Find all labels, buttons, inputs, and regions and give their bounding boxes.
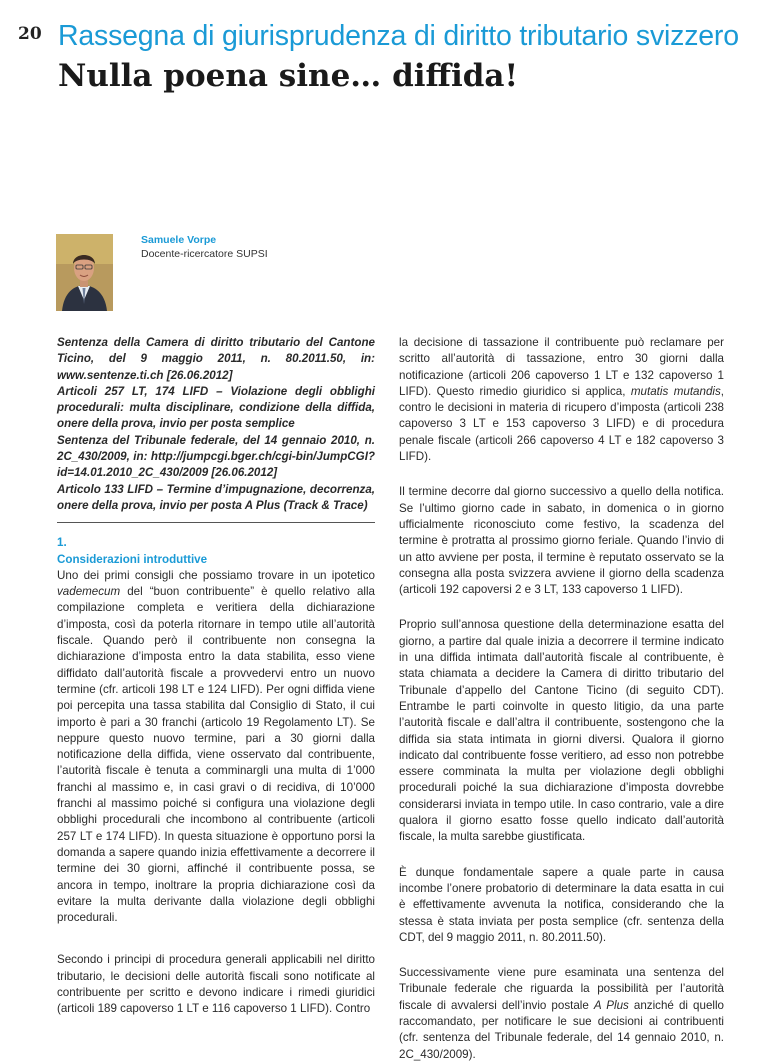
article-title: Nulla poena sine… diffida! bbox=[58, 58, 519, 94]
paragraph: Il termine decorre dal giorno successivo a quello della notifica. Se l’ultimo giorno cade in sabato, in domenica o in giorno ufficialmente riconosciuto come festivo, la scadenza del termine è protratta al prossimo giorno feriale. Quando l’invio di un atto avviene per posta, il termine è reputato osservato se la consegna alla posta svizzera avviene il giorno della scadenza (articoli 192 capoversi 2 e 3 LT, 133 capoverso 1 LIFD). bbox=[399, 485, 724, 597]
author-name: Samuele Vorpe bbox=[141, 234, 217, 246]
paragraph: Successivamente viene pure esaminata una sentenza del Tribunale federale che riguarda la possibilità per l’autorità fiscale di avvalersi dell’invio postale A Plus anziché di quello raccomandato, per notificare le sue decisioni ai contribuenti (cfr. sentenza del Tribunale federale, del 14 gennaio 2010, n. 2C_430/2009). bbox=[399, 966, 724, 1061]
paragraph: la decisione di tassazione il contribuente può reclamare per scritto all’autorità di tassazione, entro 30 giorni dalla notificazione (articoli 206 capoverso 1 LT e 132 capoverso 1 LIFD). Questo rimedio giuridico si applica, mutatis mutandis, contro le decisioni in materia di ricupero d’imposta (articoli 238 capoverso 3 LT e 153 capoverso 3 LIFD) e di procedura penale fiscale (articoli 266 capoverso 4 LT e 182 capoverso 3 LIFD). bbox=[399, 336, 724, 464]
reference-4: Articolo 133 LIFD – Termine d’impugnazione, decorrenza, onere della prova, invio per posta A Plus (Track & Trace) bbox=[57, 482, 375, 512]
divider bbox=[57, 522, 375, 523]
section-number: 1. bbox=[57, 536, 67, 550]
section-title: Considerazioni introduttive bbox=[57, 552, 208, 566]
reference-2: Articoli 257 LT, 174 LIFD – Violazione degli obblighi procedurali: multa disciplinare, condizione della diffida, onere della prova, invio per posta semplice bbox=[57, 384, 375, 431]
right-column bbox=[399, 335, 724, 1063]
author-role: Docente-ricercatore SUPSI bbox=[141, 248, 268, 260]
reference-1: Sentenza della Camera di diritto tributario del Cantone Ticino, del 9 maggio 2011, n. 80.2011.50, in: www.sentenze.ti.ch [26.06.2012] bbox=[57, 336, 375, 382]
paragraph: Proprio sull’annosa questione della determinazione esatta del giorno, a partire dal quale inizia a decorrere il termine indicato in una diffida intimata dall’autorità fiscale al contribuente, è stata chiamata a decidere la Camera di diritto tributario del Tribunale d’appello del Cantone Ticino (di seguito CDT). Entrambe le parti coinvolte in questo litigio, da una parte l’autorità fiscale e dall’altra il contribuente, sostengono che la diffida sia stata intimata in giorni diversi. Qualora il giorno indicato dal contribuente fosse veritiero, ad esso non potrebbe essere comminata la multa per violazione degli obblighi procedurali poiché la sua dichiarazione d’imposta dovrebbe considerarsi inviata in tempo utile. In caso contrario, vale a dire qualora il giorno esatto fosse quello indicato dall’autorità fiscale, la multa sarebbe giustificata. bbox=[399, 618, 724, 844]
reference-3: Sentenza del Tribunale federale, del 14 gennaio 2010, n. 2C_430/2009, in: http://jumpcgi.bger.ch/cgi-bin/JumpCGI?id=14.01.2010_2C_430/2009 [26.06.2012] bbox=[57, 433, 375, 480]
paragraph: Secondo i principi di procedura generali applicabili nel diritto tributario, le decisioni delle autorità fiscali sono notificate al contribuente per scritto e devono indicare i rimedi giuridici (articoli 189 capoverso 1 LT e 116 capoverso 1 LIFD). Contro bbox=[57, 953, 375, 1016]
author-photo bbox=[56, 234, 113, 311]
paragraph: È dunque fondamentale sapere a quale parte in causa incombe l’onere probatorio di determinare la data esatta in cui è effettivamente avvenuta la notifica, considerando che la stessa è stata inviata per posta semplice (cfr. sentenza della CDT, del 9 maggio 2011, n. 80.2011.50). bbox=[399, 865, 724, 944]
paragraph: Uno dei primi consigli che possiamo trovare in un ipotetico vademecum del “buon contribuente” è quello relativo alla compilazione completa e veritiera della dichiarazione d’imposta, così da poterla ritornare in tempo utile all’autorità fiscale. Quando però il contribuente non consegna la dichiarazione d’imposta entro la data stabilita, esso viene diffidato dall’autorità fiscale a provvedervi entro un nuovo termine (cfr. articoli 198 LT e 124 LIFD). Per ogni diffida viene poi percepita una tassa stabilita dal Consiglio di Stato, il cui importo è pari a 30 franchi (articolo 19 Regolamento LT). Se neppure questo nuovo termine, pari a 30 giorni dalla notificazione della diffida, viene osservato dal contribuente, l’autorità fiscale è tenuta a comminargli una multa di 1’000 franchi al massimo e, in casi gravi o di recidiva, di 10’000 franchi al massimo poiché si configura una violazione degli obblighi procedurali che incombono al contribuente (articoli 257 LT e 174 LIFD). In questa situazione è opportuno porsi la domanda a sapere quando inizia effettivamente a decorrere il termine dei 30 giorni, affinché il contribuente possa, se ancora in tempo, inoltrare la propria dichiarazione così da evitare la multa derivante dalla violazione degli obblighi procedurali. bbox=[57, 568, 375, 925]
left-column bbox=[57, 335, 375, 1018]
page-number: 20 bbox=[18, 24, 42, 44]
header-kicker: Rassegna di giurisprudenza di diritto tributario svizzero bbox=[58, 20, 739, 52]
